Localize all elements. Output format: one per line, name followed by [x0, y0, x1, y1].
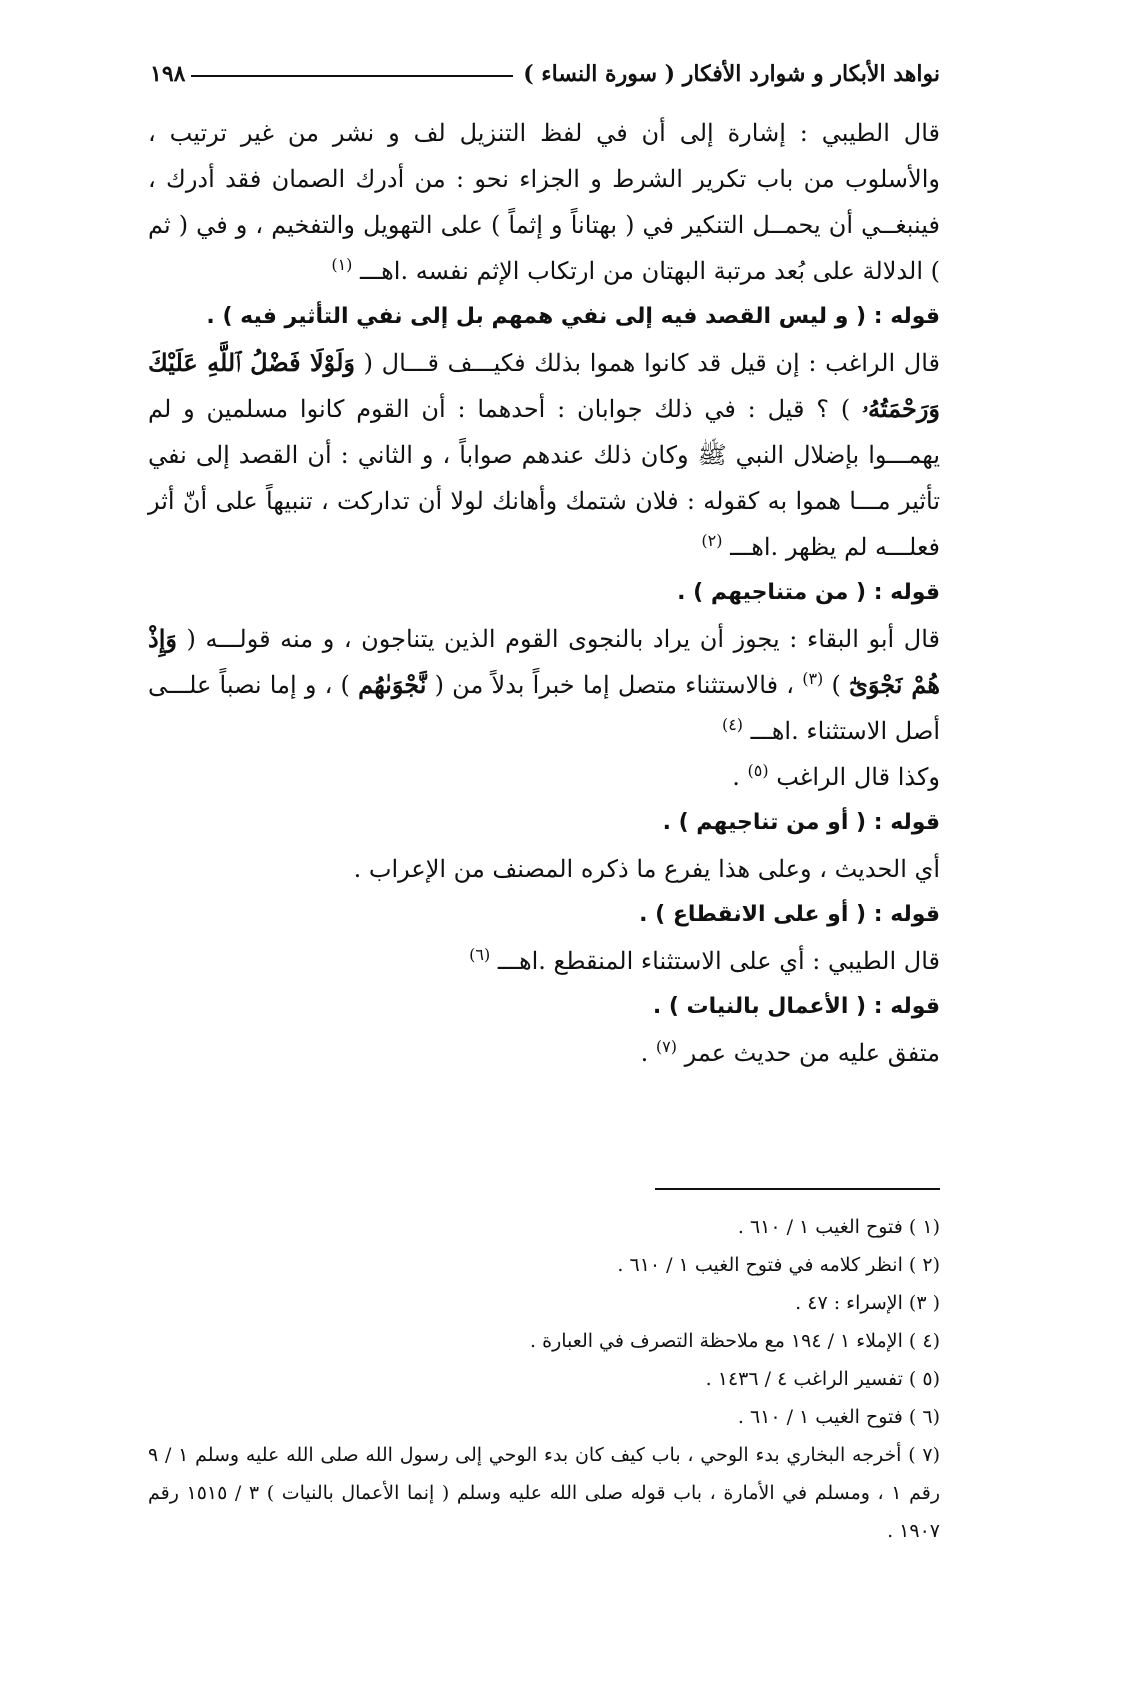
paragraph-text: قال الطيبي : إشارة إلى أن في لفظ التنزيل لف و نشر من غير ترتيب ، والأسلوب من باب تكرير الشرط و الجزاء نحو : من أدرك الصمان فقد أدرك ، فينبغــي أن يحمــل التنكير في ( بهتاناً و إثماً ) على التهويل والتفخيم ، و في ( ثم ) الدلالة على بُعد مرتبة البهتان من ارتكاب الإثم نفسه .اهـــ [148, 119, 940, 285]
footnote-ref: (٦) [469, 945, 491, 964]
running-header-title: نواهد الأبكار و شوارد الأفكار ( سورة النساء ) [523, 61, 940, 87]
paragraph-text: ) ؟ قيل : في ذلك جوابان : أحدهما : أن القوم كانوا مسلمين و لم يهمـــوا بإضلال النبي ﷺ وكان ذلك عندهم صواباً ، و الثاني : أن القصد إلى نفي تأثير مـــا هموا به كقوله : فلان شتمك وأهانك لولا أن تداركت ، تنبيهاً على أنّ أثر فعلـــه لم يظهر .اهـــ [148, 395, 940, 561]
quran-verse: وَلَوْلَا فَضْلُ ٱللَّهِ عَلَيْكَ وَرَحْمَتُهُۥ [148, 348, 940, 423]
footnote-separator [655, 1188, 940, 1190]
footnote-item: (١ ) فتوح الغيب ١ / ٦١٠ . [737, 1216, 940, 1238]
paragraph-tibi-2 [148, 938, 940, 984]
paragraph-text: ) [831, 671, 841, 699]
footnote-ref: (٥) [747, 761, 769, 780]
paragraph-text: . [640, 1039, 649, 1067]
paragraph-text: ، فالاستثناء متصل إما خبراً بدلاً من ( [434, 671, 794, 699]
paragraph-hadith: أي الحديث ، وعلى هذا يفرع ما ذكره المصنف من الإعراب . [353, 855, 940, 883]
footnote-item: (٦ ) فتوح الغيب ١ / ٦١٠ . [737, 1406, 940, 1428]
footnote-item: ( ٣) الإسراء : ٤٧ . [795, 1292, 940, 1314]
quran-verse: وَإِذْ هُمْ نَجْوَىٰٓ [148, 624, 940, 699]
paragraph-text: قال الطيبي : أي على الاستثناء المنقطع .اهـــ [497, 947, 940, 975]
main-text [148, 110, 940, 1076]
footnotes [148, 1208, 940, 1550]
qawl-heading: قوله : ( أو من تناجيهم ) . [662, 810, 940, 835]
footnote-item: (٧ ) أخرجه البخاري بدء الوحي ، باب كيف كان بدء الوحي إلى رسول الله صلى الله عليه وسلم ١ / ٩ رقم ١ ، ومسلم في الأمارة ، باب قوله صلى الله عليه وسلم ( إنما الأعمال بالنيات ) ٣ / ١٥١٥ رقم ١٩٠٧ . [148, 1444, 941, 1542]
footnote-item: (٢ ) انظر كلامه في فتوح الغيب ١ / ٦١٠ . [617, 1254, 940, 1276]
footnote-ref: (٣) [802, 669, 824, 688]
paragraph-raghib [148, 340, 940, 570]
paragraph-tibi-1 [148, 110, 940, 294]
paragraph-text: قال الراغب : إن قيل قد كانوا هموا بذلك فكيـــف قـــال ( [363, 349, 940, 377]
qawl-heading: قوله : ( من متناجيهم ) . [677, 580, 940, 605]
page-number: ١٩٨ [150, 61, 186, 87]
footnote-ref: (١) [331, 255, 353, 274]
footnote-ref: (٧) [655, 1037, 677, 1056]
quran-verse: نَّجْوَىٰهُم [358, 670, 427, 699]
header-rule [191, 75, 513, 77]
paragraph-text: متفق عليه من حديث عمر [684, 1039, 940, 1067]
footnote-ref: (٢) [701, 531, 723, 550]
footnote-item: (٤ ) الإملاء ١ / ١٩٤ مع ملاحظة التصرف في العبارة . [530, 1330, 940, 1352]
footnote-item: (٥ ) تفسير الراغب ٤ / ١٤٣٦ . [705, 1368, 940, 1390]
paragraph-text: قال أبو البقاء : يجوز أن يراد بالنجوى القوم الذين يتناجون ، و منه قولـــه ( [186, 625, 941, 653]
paragraph-text: وكذا قال الراغب [776, 763, 940, 791]
paragraph-text: . [732, 763, 740, 791]
qawl-heading: قوله : ( الأعمال بالنيات ) . [652, 994, 940, 1019]
qawl-heading: قوله : ( و ليس القصد فيه إلى نفي همهم بل إلى نفي التأثير فيه ) . [206, 304, 940, 329]
paragraph-text: ) ، و إما نصباً علـــى أصل الاستثناء .اهـــ [148, 671, 940, 745]
paragraph-muttafaq [148, 1030, 940, 1076]
footnote-ref: (٤) [721, 715, 744, 734]
qawl-heading: قوله : ( أو على الانقطاع ) . [639, 902, 940, 927]
paragraph-raghib-short [148, 754, 940, 800]
paragraph-abu-albaqa [148, 616, 940, 754]
running-header [150, 52, 940, 96]
